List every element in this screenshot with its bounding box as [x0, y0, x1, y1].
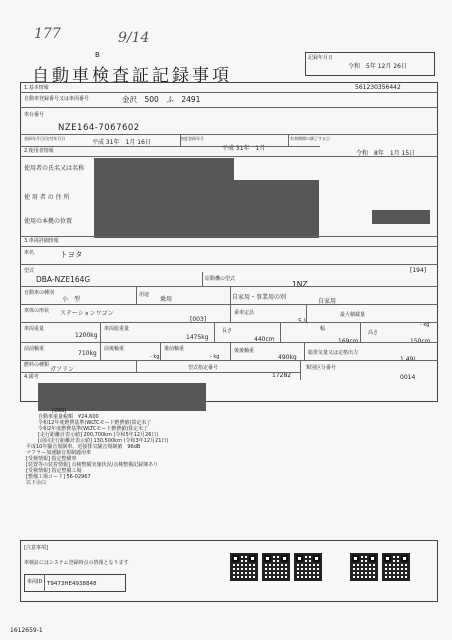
capacity-value: 5人: [298, 318, 308, 325]
qr-code-5: [382, 553, 410, 581]
business-label: 自家用・事業用の別: [232, 294, 287, 301]
divider: [100, 322, 101, 342]
max-load-value: - kg: [420, 322, 430, 328]
divider: [20, 236, 438, 237]
divider: [360, 322, 361, 342]
note-line: [受検情報] 指定整備車: [26, 456, 77, 462]
divider: [20, 92, 438, 93]
gross-label: 車両総重量: [104, 326, 130, 332]
divider: [20, 304, 438, 305]
body-value: ステーションワゴン: [60, 310, 114, 317]
front2-axle-value: - kg: [150, 354, 160, 360]
rear2-axle-value: 490kg: [278, 354, 297, 361]
handwritten-number: 177: [34, 26, 61, 42]
type-no-label: 型式指定番号: [188, 365, 219, 371]
section-user-title: 2.使用者情報: [24, 148, 54, 154]
document-number: 561230356442: [355, 84, 401, 91]
divider: [180, 134, 181, 146]
divider: [20, 246, 438, 247]
front-axle-label: 前前軸重: [24, 346, 45, 352]
qr-code-3: [294, 553, 322, 581]
note-line: [OSS]: [52, 408, 67, 414]
note-line: [整備工場コード] 56-02967: [26, 474, 91, 480]
rear-axle-value: - kg: [210, 354, 220, 360]
vehicle-id-value: T9473HE4938848: [47, 581, 97, 587]
height-value: 150cm: [410, 338, 431, 345]
max-load-label: 最大積載量: [340, 312, 366, 318]
length-value: 440cm: [254, 336, 275, 343]
body-code: [003]: [190, 316, 207, 323]
rear2-axle-label: 後後軸重: [234, 348, 255, 354]
note-line: [受検情報] 指定整備工場: [26, 468, 82, 474]
model-code: [194]: [410, 267, 427, 274]
body-label: 車体の形状: [24, 308, 50, 314]
redacted-user-name: [94, 158, 234, 180]
section-notes-title: 4.備考: [24, 374, 39, 380]
base-location-label: 使用の本拠の位置: [24, 218, 73, 225]
note-line: マフラー加速騒音規制適用車: [26, 450, 92, 456]
divider: [20, 107, 438, 108]
divider: [20, 372, 300, 373]
front-axle-value: 710kg: [78, 350, 97, 357]
front2-axle-label: 前後軸重: [104, 346, 125, 352]
divider: [44, 574, 45, 592]
note-line: [走行距離計表示値] 200,700km (令和5年12月26日): [38, 432, 159, 438]
engine-label: 原動機の型式: [205, 276, 236, 282]
chassis-value: NZE164-7067602: [58, 123, 140, 133]
note-line: [前回走行距離計表示値] 130,500km (令和3年12月21日): [38, 438, 169, 444]
length-label: 長さ: [222, 328, 233, 334]
divider: [20, 322, 438, 323]
weight-label: 車両重量: [24, 326, 45, 332]
weight-value: 1200kg: [75, 332, 98, 339]
first-reg-value: 平成 31年 1月 16日: [92, 139, 151, 146]
divider: [20, 342, 438, 343]
divider: [20, 156, 438, 157]
reg-label: 自動車登録番号又は車両番号: [24, 96, 90, 102]
width-value: 169cm: [338, 338, 359, 345]
divider: [160, 342, 161, 360]
divider: [20, 134, 438, 135]
record-date-value: 令和 5年 12月 26日: [348, 63, 407, 70]
divider: [300, 360, 301, 380]
width-label: 幅: [320, 326, 326, 332]
note-line: 以下余白: [26, 480, 47, 486]
engine-value: 1NZ: [292, 280, 308, 289]
chassis-label: 車台番号: [24, 112, 45, 118]
displacement-label: 総排気量又は定格出力: [308, 350, 359, 356]
class-no-value: 0014: [400, 374, 416, 381]
height-label: 高さ: [368, 330, 379, 336]
kind-value: 小 型: [62, 296, 81, 303]
gross-value: 1475kg: [186, 334, 209, 341]
displacement-value: 1.49L: [400, 356, 417, 363]
page-title: 自動車検査証記録事項: [32, 66, 232, 86]
qr-code-4: [350, 553, 378, 581]
redacted-mark: [372, 210, 430, 224]
divider: [288, 134, 289, 146]
note-line: 令和2年度燃費基準(WLTCモード燃費値)算定未了: [38, 426, 149, 432]
expiry-label: 有効期間の満了する日: [290, 136, 330, 141]
use-value: 乗用: [160, 296, 173, 303]
use-label: 用途: [139, 292, 150, 298]
divider: [230, 304, 231, 322]
divider: [136, 360, 137, 372]
rear-axle-label: 後前軸重: [164, 346, 185, 352]
divider: [20, 146, 320, 147]
model-value: DBA-NZE164G: [36, 275, 91, 284]
attention-text: 車検証にはシステム登録時点の情報となります: [24, 560, 129, 566]
type-no-value: 17282: [272, 372, 292, 379]
divider: [202, 272, 203, 286]
attention-label: [注意事項]: [24, 545, 48, 551]
user-name-label: 使用者の氏名又は名称: [24, 165, 85, 172]
divider: [306, 304, 307, 322]
reg-value: 金沢 500 ふ 2491: [122, 95, 201, 104]
class-no-label: 類別区分番号: [306, 365, 337, 371]
make-label: 車名: [24, 250, 35, 256]
note-line: 令和12年度燃費基準(WLTCモード燃費値)算定未了: [38, 420, 152, 426]
divider: [20, 286, 438, 287]
notes-block: [26, 408, 169, 486]
first-reg-label: 登録年月日/交付年月日: [24, 136, 66, 141]
divider: [136, 286, 137, 304]
divider: [304, 342, 305, 360]
redacted-notes-header: [38, 383, 206, 411]
first-reg-short-label: 初度登録年月: [180, 136, 204, 141]
note-line: 自動車重量税額 ¥24,600: [38, 414, 99, 420]
capacity-label: 乗車定員: [234, 310, 255, 316]
divider: [20, 264, 438, 265]
fuel-label: 燃料の種類: [24, 362, 50, 368]
note-line: [装置等の装着情報] 点検整備実施状況/点検整備記録簿あり: [26, 462, 159, 468]
divider: [280, 322, 281, 342]
redacted-address: [94, 180, 319, 238]
expiry-value: 令和 8年 1月 15日: [356, 150, 416, 157]
record-date-label: 記録年月日: [308, 55, 334, 61]
business-value: 自家用: [318, 298, 337, 305]
kind-label: 自動車の種別: [24, 290, 55, 296]
handwritten-date: 9/14: [118, 30, 150, 46]
fuel-value: ガソリン: [50, 366, 75, 373]
make-value: トヨタ: [60, 250, 83, 259]
divider: [100, 342, 101, 360]
user-address-label: 使 用 者 の 住 所: [24, 194, 70, 201]
section-basic-title: 1.基本情報: [24, 85, 49, 91]
divider: [230, 342, 231, 360]
qr-code-2: [262, 553, 290, 581]
vehicle-id-label: 車両ID: [27, 579, 43, 585]
form-marker: B: [95, 51, 100, 59]
model-label: 型式: [24, 268, 35, 274]
first-reg-short-value: 平成 31年 1月: [222, 145, 266, 152]
qr-code-1: [230, 553, 258, 581]
divider: [20, 360, 438, 361]
page-reference: 1612659-1: [10, 627, 43, 634]
section-vehicle-title: 3.車両詳細情報: [24, 238, 59, 244]
note-line: 平成10年騒音規制車、近接排気騒音規制値 96dB: [26, 444, 141, 450]
divider: [230, 286, 231, 304]
divider: [214, 322, 215, 342]
